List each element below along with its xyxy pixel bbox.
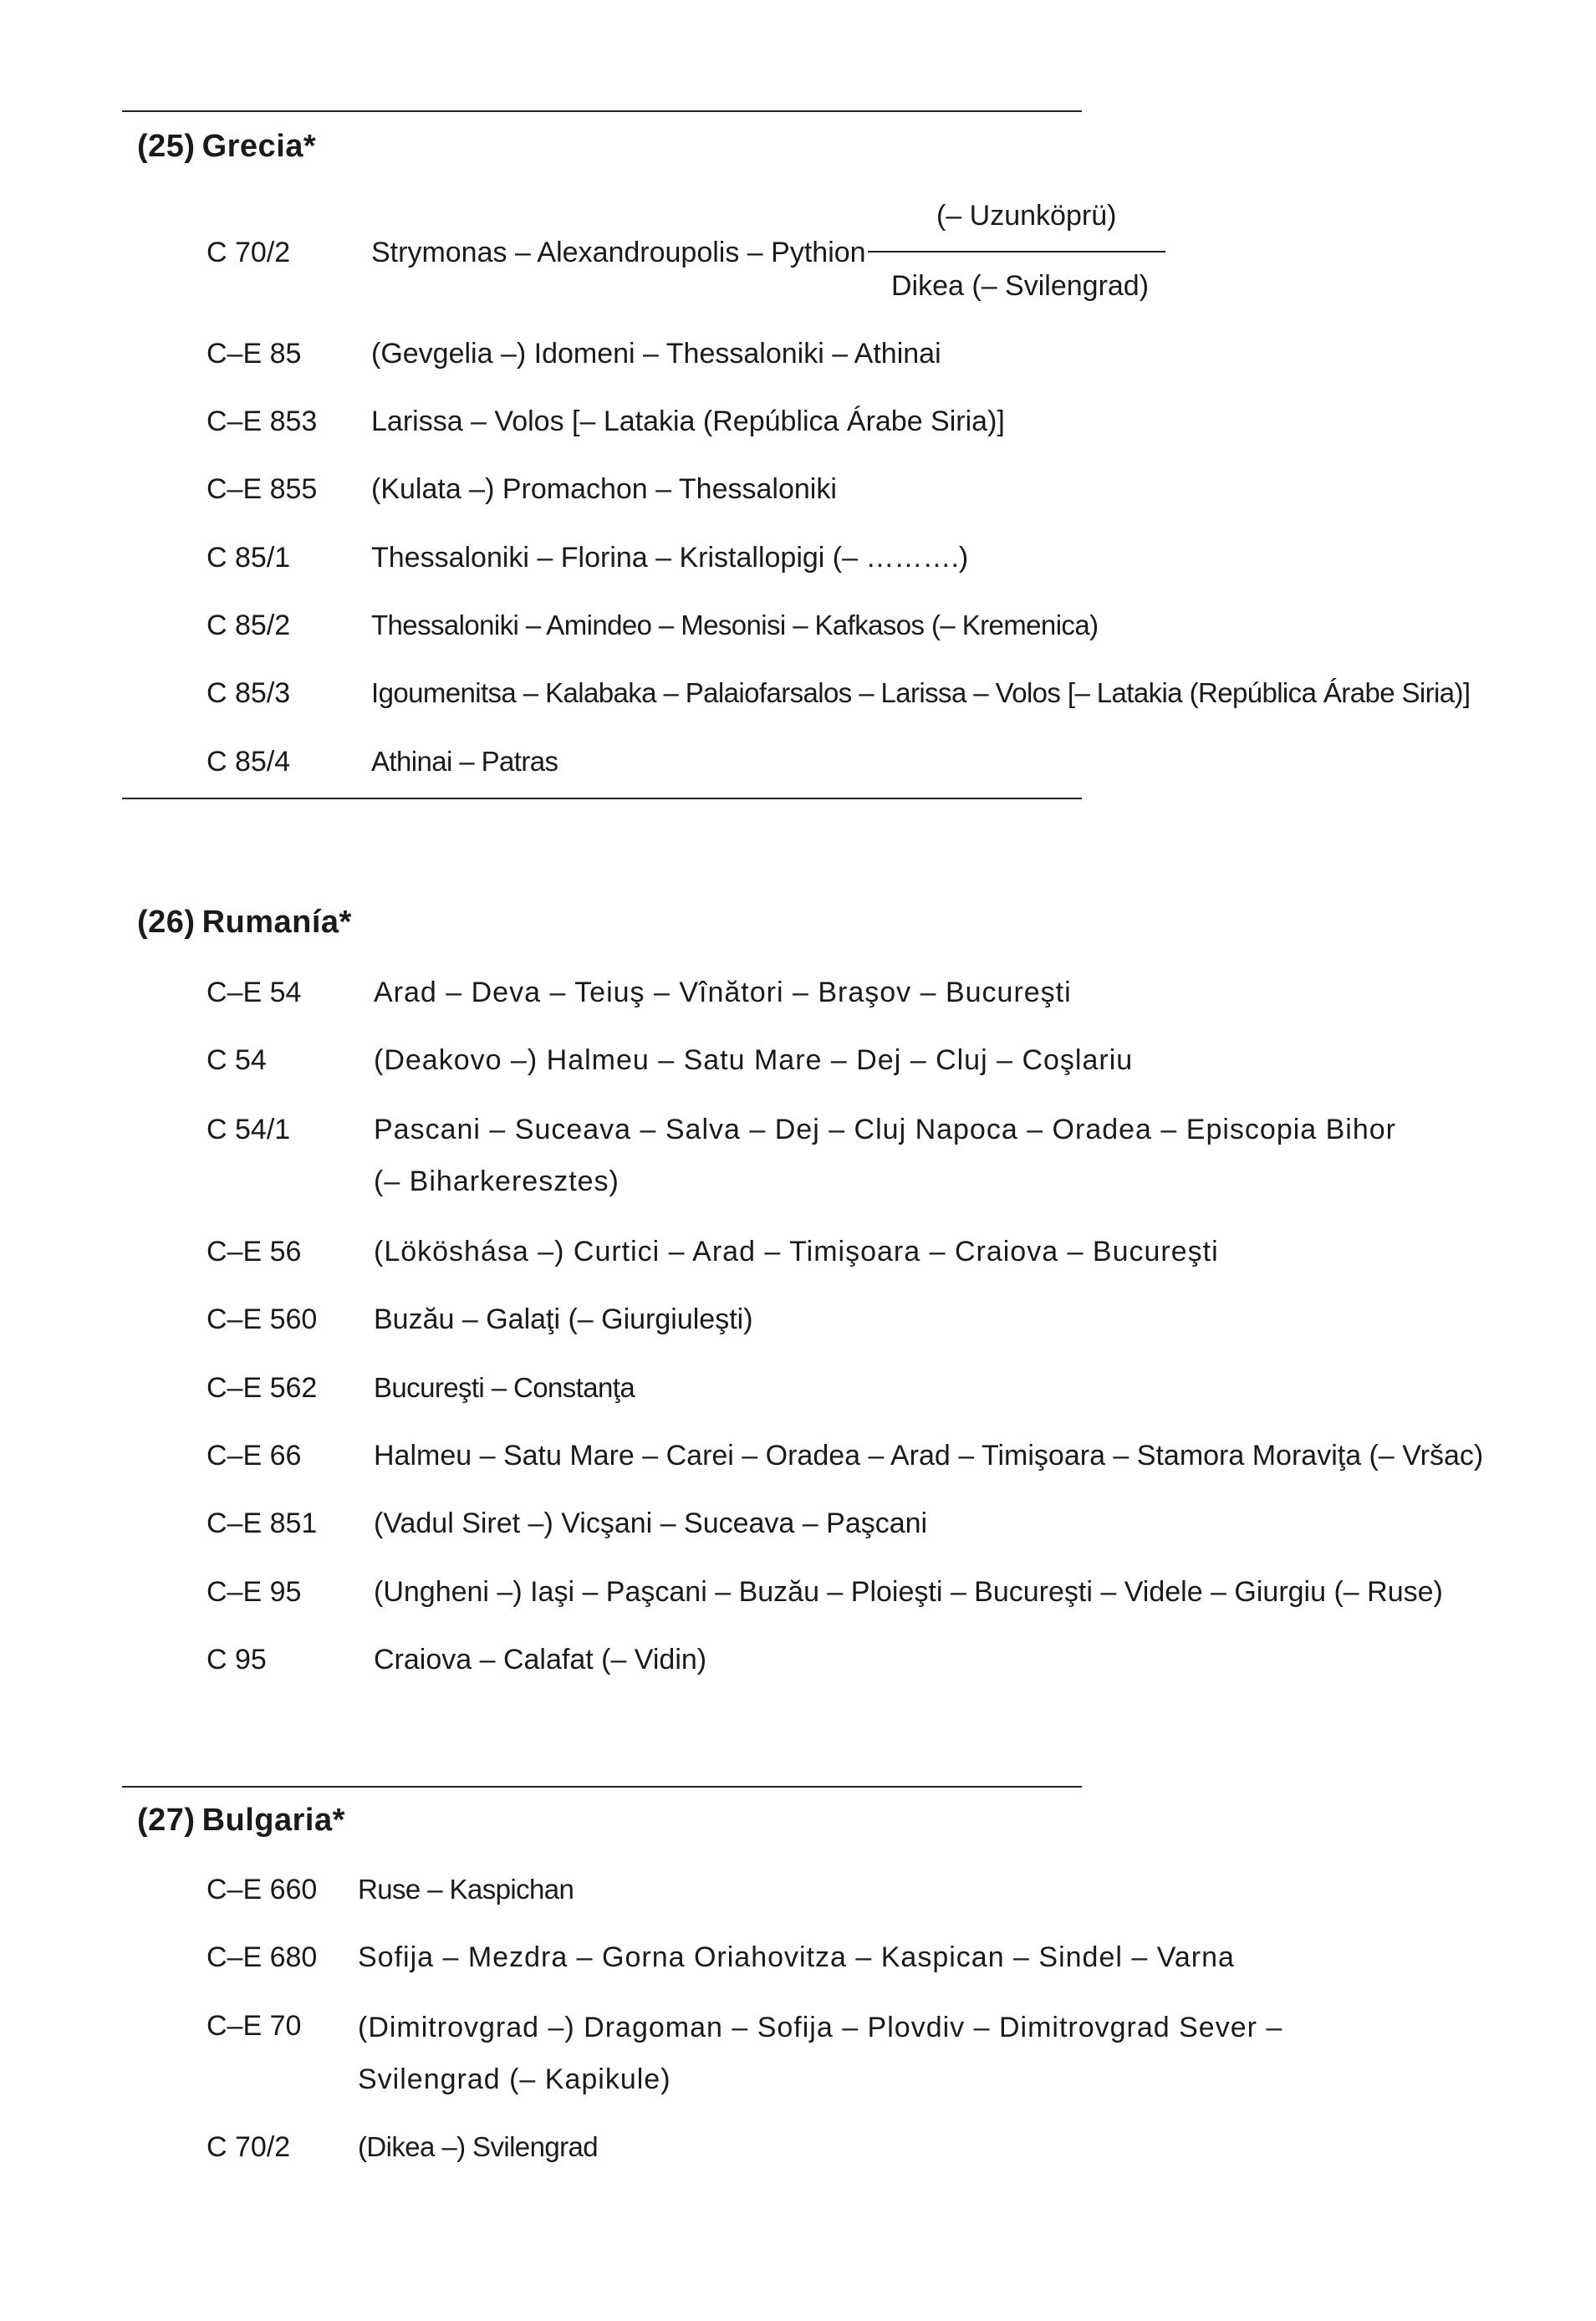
section-26-row-3-code: C 54/1	[207, 1114, 291, 1145]
section-26-row-9-code: C–E 95	[207, 1576, 302, 1608]
section-25-top-rule	[122, 110, 1082, 112]
section-25-row-2-code: C–E 85	[207, 338, 302, 370]
section-27-row-4-code: C 70/2	[207, 2131, 291, 2163]
section-25-row-5-route: Thessaloniki – Florina – Kristallopigi (– ……….)	[371, 542, 969, 574]
section-26-row-7-code: C–E 66	[207, 1440, 302, 1472]
section-26-row-4-route: (Lököshása –) Curtici – Arad – Timişoara – Craiova – Bucureşti	[374, 1236, 1219, 1268]
section-26-row-8-route: (Vadul Siret –) Vicşani – Suceava – Paşcani	[374, 1507, 928, 1539]
section-25-number: (25)	[137, 129, 196, 164]
section-25-row-1-route: Strymonas – Alexandroupolis – Pythion	[371, 237, 866, 268]
section-25-row-2-route: (Gevgelia –) Idomeni – Thessaloniki – Athinai	[371, 338, 941, 370]
section-25-row-1-fraction-bottom: Dikea (– Svilengrad)	[891, 270, 1150, 302]
section-26-row-10-code: C 95	[207, 1644, 267, 1676]
section-27-row-1-route: Ruse – Kaspichan	[358, 1874, 574, 1905]
section-25-row-1-fraction-line	[868, 251, 1165, 253]
section-25-row-3-code: C–E 853	[207, 406, 318, 437]
section-27-number: (27)	[137, 1803, 196, 1838]
section-26-row-1-code: C–E 54	[207, 977, 302, 1008]
section-27-row-1-code: C–E 660	[207, 1874, 318, 1905]
section-27-row-2-code: C–E 680	[207, 1941, 318, 1973]
section-26-row-3-route: Pascani – Suceava – Salva – Dej – Cluj Napoca – Oradea – Episcopia Bihor (– Biharkeresztes)	[374, 1114, 1397, 1197]
section-25-row-5-code: C 85/1	[207, 542, 291, 574]
section-26-row-9-route: (Ungheni –) Iaşi – Paşcani – Buzău – Ploieşti – Bucureşti – Videle – Giurgiu (– Ruse)	[374, 1576, 1443, 1608]
section-27-row-2-route: Sofija – Mezdra – Gorna Oriahovitza – Kaspican – Sindel – Varna	[358, 1941, 1235, 1973]
section-26-row-7-route: Halmeu – Satu Mare – Carei – Oradea – Arad – Timişoara – Stamora Moraviţa (– Vršac)	[374, 1440, 1484, 1472]
section-25-row-3-route: Larissa – Volos [– Latakia (República Árabe Siria)]	[371, 406, 1005, 437]
section-25-heading	[137, 129, 316, 165]
section-26-row-6-route: Bucureşti – Constanţa	[374, 1372, 635, 1403]
section-26-heading	[137, 905, 352, 941]
section-26-row-5-route: Buzău – Galaţi (– Giurgiuleşti)	[374, 1303, 753, 1335]
section-27-title: Bulgaria*	[201, 1803, 345, 1838]
section-26-row-10-route: Craiova – Calafat (– Vidin)	[374, 1644, 707, 1676]
section-25-title: Grecia*	[201, 129, 317, 164]
section-25-row-8-code: C 85/4	[207, 746, 291, 778]
section-25-row-8-route: Athinai – Patras	[371, 746, 558, 777]
section-25-bottom-rule	[122, 798, 1082, 799]
section-26-row-2-code: C 54	[207, 1044, 267, 1076]
section-25-row-4-code: C–E 855	[207, 473, 318, 505]
section-27-top-rule	[122, 1786, 1082, 1788]
section-26-row-6-code: C–E 562	[207, 1372, 318, 1404]
section-26-row-5-code: C–E 560	[207, 1303, 318, 1335]
section-26-row-8-code: C–E 851	[207, 1507, 318, 1539]
section-26-row-2-route: (Deakovo –) Halmeu – Satu Mare – Dej – Cluj – Coşlariu	[374, 1044, 1134, 1076]
section-25-row-6-route: Thessaloniki – Amindeo – Mesonisi – Kafkasos (– Kremenica)	[371, 610, 1099, 640]
section-26-row-1-route: Arad – Deva – Teiuş – Vînători – Braşov – Bucureşti	[374, 977, 1072, 1008]
section-26-number: (26)	[137, 905, 196, 940]
section-25-row-7-code: C 85/3	[207, 677, 291, 709]
section-25-row-1-fraction-top: (– Uzunköprü)	[936, 200, 1117, 232]
section-25-row-7-route: Igoumenitsa – Kalabaka – Palaiofarsalos – Larissa – Volos [– Latakia (República Árabe Siria)]	[371, 677, 1471, 708]
section-27-heading	[137, 1803, 345, 1839]
section-25-row-1-code: C 70/2	[207, 237, 291, 268]
section-26-title: Rumanía*	[201, 905, 352, 940]
section-25-row-4-route: (Kulata –) Promachon – Thessaloniki	[371, 473, 837, 505]
section-27-row-3-route: (Dimitrovgrad –) Dragoman – Sofija – Plovdiv – Dimitrovgrad Sever – Svilengrad (– Kapikule)	[358, 2012, 1283, 2095]
section-27-row-3-code: C–E 70	[207, 2010, 302, 2042]
section-25-row-6-code: C 85/2	[207, 610, 291, 641]
section-27-row-4-route: (Dikea –) Svilengrad	[358, 2131, 598, 2162]
section-26-row-4-code: C–E 56	[207, 1236, 302, 1268]
